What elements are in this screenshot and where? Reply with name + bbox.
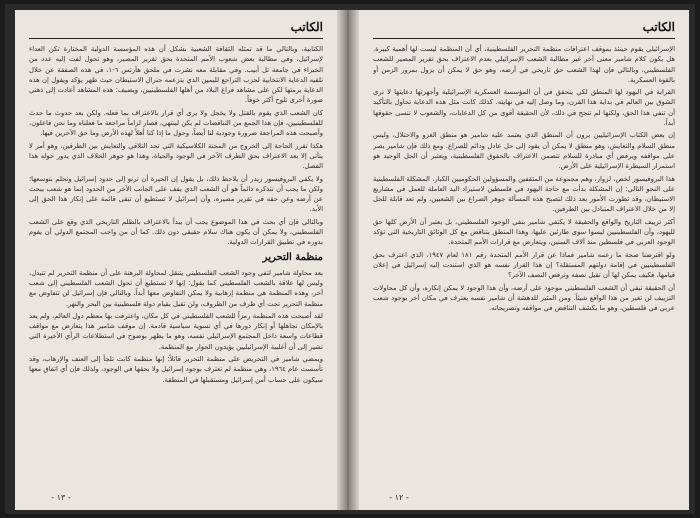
paragraph: ولا يكفي البروفيسور زيدر أن يلاحظ ذلك، بل يقول إن الحيرة أن ترنو إلى حدود إسرائيل وتحلم بتوسعها؛ ولكن ما يجب أن نتذكره دائماً هو أن الشعب الذي يقف على الجانب الآخر من الحدود إنما هو شعب يبحث عن أرضه وعن حقه في تقرير مصيره، وأن إسرائيل لا تستطيع أن تبقى قائمة على إنكار هذا الحق إلى الأبد. xyxy=(29,174,323,214)
paragraph: ويمضي شامير في التحريض على منظمة التحرير قائلاً: إنها منظمة كانت تلجأ إلى العنف والإرهاب، وقد تأسست عام ١٩٦٤، وهي منظمة لم تعترف بوجود إسرائيل ولا بحقها في الوجود، ولذلك فإن أي اتفاق معها سيكون على حساب أمن إسرائيل ومستقبلها في المنطقة. xyxy=(29,355,323,384)
page-number: - ١٣ - xyxy=(51,493,71,502)
paragraph: هكذا تقرر الحاجة إلى الخروج من المحنة الكلاسيكية التي تحد التلاقي والتعايش بين الطرفين، وهو أمر لا يتأتى إلا بعد الاعتراف بحق الطرف الآخر في الوجود والحياة، وهذا هو جوهر الخلاف الذي يدور حوله هذا الفصل. xyxy=(29,141,323,171)
paragraph: وبالتالي فإن أي بحث في هذا الموضوع يجب أن يبدأ بالاعتراف بالظلم التاريخي الذي وقع على الشعب الفلسطيني، ولا يمكن أن يكون هناك سلام حقيقي دون ذلك. كما أن من واجب المجتمع الدولي أن يقوم بدوره في تطبيق القرارات الدولية. xyxy=(29,217,323,247)
paragraph: إن بعض الكتاب الإسرائيليين يرون أن المنطق الذي يعتمد عليه شامير هو منطق الغزو والاحتلال، وليس منطق السلام والتعايش، وهو منطق لا يمكن أن يقود إلى حل عادل ودائم للصراع. ومع ذلك فإن شامير يصر على مواقفه ويرفض أي مبادرة للسلام تتضمن الاعتراف بالحقوق الفلسطينية، ويعتبر أن الحل الوحيد هو استمرار السيطرة الإسرائيلية على الأرض. xyxy=(373,131,675,171)
paragraph: بعد محاولة شامير لتفي وجود الشعب الفلسطيني يتنقل لمحاولة البرهنة على أن منظمة التحرير لم تتبدل، وليس لها علاقة بالشعب الفلسطيني كما يقول: إنها لا تستطيع أن تحول الشعب الفلسطيني إلى شعب آخر، وهذه المنظمة هي منظمة إرهابية ولا يمكن التفاوض معها أبداً. وبالتالي فإن إسرائيل لن تتفاوض مع منظمة التحرير تحت أي ظرف من الظروف، ولن تقبل بقيام دولة فلسطينية بين البحر والنهر. xyxy=(29,268,323,308)
header-title: الكاتب xyxy=(642,20,675,34)
running-header xyxy=(373,20,675,39)
page-number: - ١٢ - xyxy=(389,493,409,502)
section-heading: منظمة التحرير xyxy=(262,251,323,263)
left-page xyxy=(15,10,337,510)
paragraph: كان الشعب الذي يقوم بالقتل ولا يخجل ولا يرى أي قرار بالاعتراف بما فعله. ولكن بعد حدوث ما حدث للفلسطينيين، فإن هذا الجمع من التناقضات لم يكن لينتهي، فصار لزاماً مراجعة ما فعلناه وما نحن فاعلون، وأصبحت هذه المراجعة ضرورة وجودية لنا أيضاً، وحول ما إذا كنا أهلاً لهذه الأرض وما حق الآخرين فيها. xyxy=(29,108,323,138)
book-gutter xyxy=(337,10,359,510)
book-spread xyxy=(5,4,695,514)
running-header xyxy=(29,20,323,39)
paragraph: أن الحقيقة تبقى أن الشعب الفلسطيني موجود على أرضه، وأن هذا الوجود لا يمكن إنكاره، وأن كل محاولات التزييف لن تغير من هذا الواقع شيئاً. ومن المثير للدهشة أن شامير نفسه يعترف في مكان آخر بوجود شعب عربي في فلسطين، وهو ما يكشف التناقض في مواقفه وتصريحاته. xyxy=(373,283,675,313)
paragraph: ولو اقترضنا صحة ما زعمه شامير فماذا عن قرار الأمم المتحدة رقم ١٨١ لعام ١٩٤٧، الذي اعترف بحق الفلسطينيين في إقامة دولتهم المستقلة؟ إن هذا القرار نفسه هو الذي استندت إليه إسرائيل في إعلان قيامها، فكيف يمكن لها أن تقبل نصفه وترفض النصف الآخر؟ xyxy=(373,250,675,280)
paragraph: لقد أصبحت هذه المنظمة رمزاً للشعب الفلسطيني في كل مكان، واعترفت بها معظم دول العالم، ولم يعد بالإمكان تجاهلها أو إنكار دورها في أي تسوية سياسية قادمة. إن موقف شامير هذا يتعارض مع مواقف قطاعات واسعة داخل المجتمع الإسرائيلي نفسه، وهو ما يظهر بوضوح في استطلاعات الرأي الأخيرة التي تشير إلى أن أغلبية الإسرائيليين يؤيدون الحوار مع المنظمة. xyxy=(29,311,323,351)
right-page xyxy=(359,10,689,510)
paragraph: الكتابية، وبالتالي ما قد تمثله الثقافة الشعبية بشكل أن هذه المؤسسة الدولية المختارة تكن العداء لإسرائيل، وفي مطالبة بعض شعوب الأمم المتحدة بحق تقرير المصير، وهو تحول لفت إليه عدد من الخبراء في جامعة تل أبيب. وفي مقابلة معه نشرت في ملحق هآرتس ٦-١، في هذه الصفقة عن خلال تلقيه الدعاية الانتخابية لحزب التراجع لليمين الذي يتزعمه جنرال الاستيطان حيث ظهر يؤكد ويقول إن هذه الدعاية برمتها لكن على مشاهد فراغ البلاد من أهلها الفلسطينيين، ويضيف: هذه المشاهد أعادت إلى ذهني صورة أخرى تلوح أكثر خوفاً. xyxy=(29,45,323,105)
paragraph: الإسرائيلي يقوم حينئذ بموقف اعترافات منظمة التحرير الفلسطينية، أي أن المنظمة ليست لها أهمية كبيرة. هل يكون كلام شامير معنى آخر غير مطالبة الشعب الإسرائيلي بعدم الاعتراف بحق تقرير المصير للشعب الفلسطيني، وبالتالي فإن لهذا الشعب حق تاريخي في أرضه، وهو حق لا يمكن أن يزول بمرور الزمن أو بالقوة العسكرية. xyxy=(373,45,675,84)
paragraph: القرابة في اليهود لها المنطق لكي يتحقق في أن المؤسسة العسكرية الإسرائيلية وأجهزتها دعايتها لا ترى الشوق بين العالم في بداية هذا القرن، وما وصل إليه في نهايته. كذلك كانت مثل هذه الدعاية تحاول بالتأكيد أن تنفي هذا الحق، ولكنها لم تنجح في ذلك، لأن الحقيقة أقوى من كل الدعايات، والشعوب لا تنسى حقوقها أبداً. xyxy=(373,88,675,128)
paragraph: أكثر تزييف التاريخ والواقع والحقيقة لا يكتفي شامير بنفي الوجود الفلسطيني، بل يعتبر أن الأرض كلها حق لليهود، وأن الفلسطينيين ليسوا سوى طارئين عليها، وهذا المنطق يتناقض مع كل الوثائق التاريخية التي تؤكد الوجود العربي في فلسطين منذ آلاف السنين، ويتعارض مع قرارات الأمم المتحدة. xyxy=(373,217,675,247)
paragraph: هذا البروفيسور لخص، لزوار، وهم مجموعة من المثقفين والمسؤولين الحكوميين الكبار، المشكلة الفلسطينية على النحو التالي: إن المشكلة بدأت مع حاجة اليهود في فلسطين لاستيراد اليد العاملة للعمل في مشاريع الاستيطان، وقد تطورت الأمور بعد ذلك لتصبح هذه المسألة جوهر الصراع بين الشعبين، ولم تعد قابلة للحل إلا من خلال الاعتراف المتبادل بين الطرفين. xyxy=(373,174,675,214)
page-body xyxy=(373,44,675,484)
header-title: الكاتب xyxy=(290,20,323,34)
page-body xyxy=(29,44,323,484)
